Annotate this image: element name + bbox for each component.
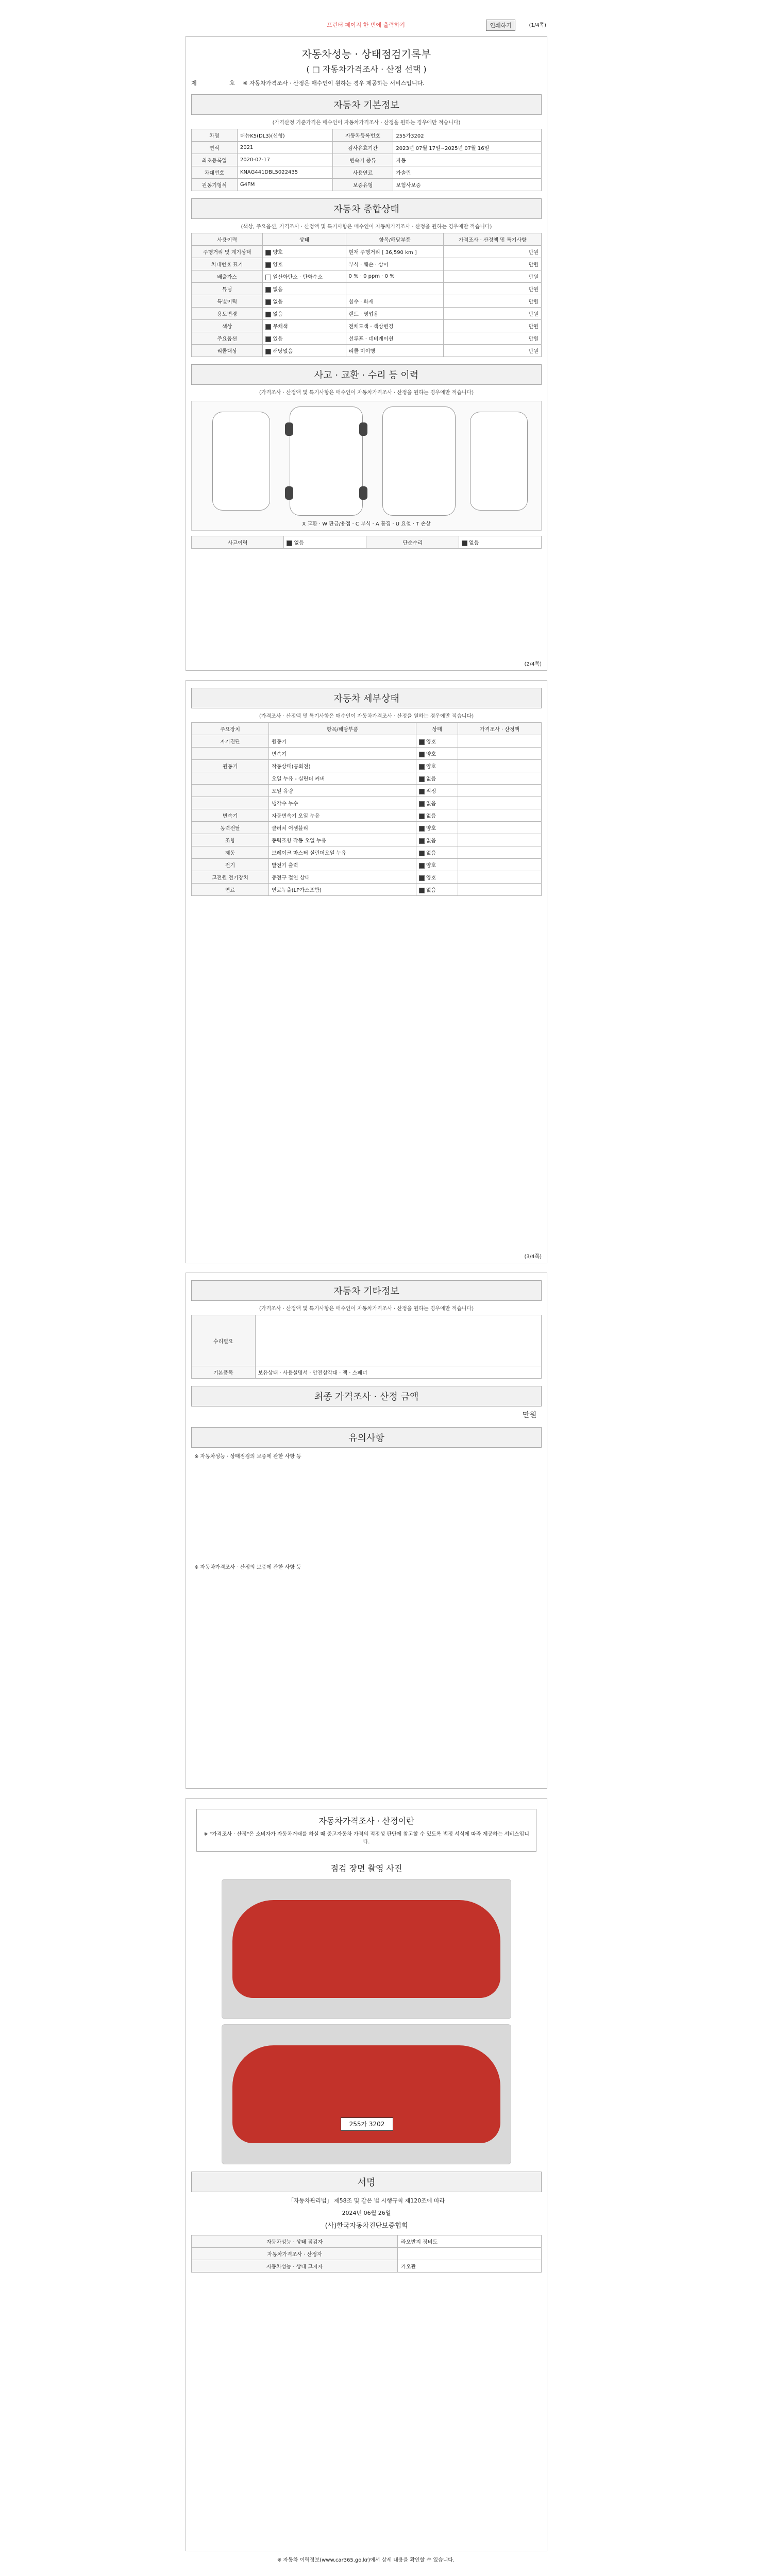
valuation-note-box (196, 1809, 536, 1852)
photos-header: 점검 장면 촬영 사진 (330, 1863, 402, 1873)
basic-label: 차명 (192, 129, 238, 142)
sign-value: 라오반지 정비도 (398, 2235, 542, 2248)
checkbox-checked[interactable] (462, 540, 467, 546)
table-row (192, 179, 542, 191)
condition-note-cell: 만원 (444, 283, 542, 295)
table-row (192, 871, 542, 884)
checkbox-checked[interactable] (419, 888, 425, 893)
detail-group (192, 785, 269, 797)
accident-note: (가격조사 · 산정액 및 특기사항은 매수인이 자동차가격조사 · 산정을 원하는 경우에만 적습니다) (259, 390, 474, 396)
col-header: 가격조사 · 산정액 (458, 723, 542, 735)
basic-value: 2020-07-17 (237, 154, 332, 166)
sign-label: 자동차성능 · 상태 고지자 (192, 2260, 398, 2273)
footer-note: ※ 자동차 이력정보(www.car365.go.kr)에서 상세 내용을 확인할 수 있습니다. (277, 2557, 455, 2563)
condition-item: 리콜대상 (192, 345, 263, 357)
table-row (192, 822, 542, 834)
checkbox-checked[interactable] (419, 789, 425, 794)
page-4 (186, 1798, 547, 2551)
table-row (192, 785, 542, 797)
col-header: 항목/해당부품 (346, 233, 444, 246)
detail-item: 작동상태(공회전) (269, 760, 416, 772)
basic-value: 자동 (393, 154, 542, 166)
detail-group: 고전원 전기장치 (192, 871, 269, 884)
basic-label: 변속기 종류 (332, 154, 393, 166)
final-price-value: 만원 (522, 1411, 536, 1419)
table-row (192, 2248, 542, 2260)
table-row (192, 166, 542, 179)
condition-header: 자동차 종합상태 (191, 198, 542, 219)
table-row (192, 246, 542, 258)
other-info-header: 자동차 기타정보 (191, 1280, 542, 1301)
table-row (192, 760, 542, 772)
accident-legend: X 교환 · W 판금/용접 · C 부식 · A 흠집 · U 요철 · T 손상 (302, 521, 431, 527)
checkbox-checked[interactable] (265, 349, 271, 354)
detail-item: 자동변속기 오일 누유 (269, 809, 416, 822)
col-header: 주요장치 (192, 723, 269, 735)
summary-label: 사고이력 (192, 536, 284, 549)
sign-header: 서명 (191, 2172, 542, 2192)
basic-label: 사용연료 (332, 166, 393, 179)
record-no-suffix: 호 (229, 80, 235, 87)
other-info-table (191, 1315, 542, 1379)
doc-title: 자동차성능 · 상태점검기록부 (301, 48, 431, 60)
record-no-line (191, 79, 542, 87)
condition-note: (색상, 주요옵션, 가격조사 · 산정액 및 특기사항은 매수인이 자동차가격조사 · 산정을 원하는 경우에만 적습니다) (241, 224, 492, 230)
basic-label: 최초등록일 (192, 154, 238, 166)
col-header: 항목/해당부품 (269, 723, 416, 735)
detail-group: 원동기 (192, 760, 269, 772)
detail-state: 양호 (426, 826, 436, 832)
car-left-side-diagram (212, 412, 270, 511)
checkbox-checked[interactable] (419, 863, 425, 869)
checkbox[interactable] (265, 275, 271, 280)
condition-note-cell: 만원 (444, 345, 542, 357)
checkbox-checked[interactable] (419, 764, 425, 770)
detail-item: 클러치 어셈블리 (269, 822, 416, 834)
detail-state: 없음 (426, 838, 436, 844)
detail-state: 양호 (426, 764, 436, 770)
detail-item: 동력조향 작동 오일 누유 (269, 834, 416, 846)
condition-detail (346, 283, 444, 295)
checkbox-checked[interactable] (419, 851, 425, 856)
condition-note-cell: 만원 (444, 258, 542, 270)
checkbox-checked[interactable] (287, 540, 292, 546)
summary-value: 없음 (294, 540, 304, 546)
basic-label: 차대번호 (192, 166, 238, 179)
top-toolbar (186, 15, 546, 36)
page-1 (186, 36, 547, 671)
basic-label: 보증유형 (332, 179, 393, 191)
detail-item: 연료누출(LP가스포함) (269, 884, 416, 896)
checkbox-checked[interactable] (265, 312, 271, 317)
table-row (192, 2235, 542, 2248)
wheel-icon (285, 486, 293, 500)
condition-detail: 리콜 미이행 (346, 345, 444, 357)
car-bottom-diagram (382, 406, 456, 516)
checkbox-checked[interactable] (419, 752, 425, 757)
sign-label: 자동차가격조사 · 산정자 (192, 2248, 398, 2260)
detail-group (192, 797, 269, 809)
basic-value: G4FM (237, 179, 332, 191)
caution-text-2: ※ 자동차가격조사 · 산정의 보증에 관한 사항 등 (194, 1565, 301, 1570)
wheel-icon (285, 422, 293, 436)
table-row (192, 270, 542, 283)
condition-note-cell: 만원 (444, 295, 542, 308)
condition-item: 주행거리 및 계기상태 (192, 246, 263, 258)
condition-detail: 0 % · 0 ppm · 0 % (346, 270, 444, 283)
checkbox-checked[interactable] (419, 826, 425, 832)
caution-body (194, 1453, 539, 1571)
sign-value (398, 2248, 542, 2260)
inspection-photo-front (222, 1879, 511, 2019)
other-info-note: (가격조사 · 산정액 및 특기사항은 매수인이 자동차가격조사 · 산정을 원하는 경우에만 적습니다) (259, 1306, 474, 1312)
table-row (192, 735, 542, 748)
checkbox-checked[interactable] (265, 287, 271, 293)
caution-text: ※ 자동차성능 · 상태점검의 보증에 관한 사항 등 (194, 1454, 301, 1460)
detail-item: 브레이크 마스터 실린더오일 누유 (269, 846, 416, 859)
sign-label: 자동차성능 · 상태 점검자 (192, 2235, 398, 2248)
condition-detail: 렌트 · 영업용 (346, 308, 444, 320)
basic-value: 2021 (237, 142, 332, 154)
accident-summary-table (191, 536, 542, 549)
table-row (192, 332, 542, 345)
license-plate: 255가 3202 (341, 2117, 393, 2131)
detail-state: 양호 (426, 875, 436, 881)
detail-state: 양호 (426, 752, 436, 757)
basic-value: 더뉴K5(DL3)(신형) (237, 129, 332, 142)
page-2 (186, 680, 547, 1263)
car-right-side-diagram (470, 412, 528, 511)
checkbox-checked[interactable] (419, 801, 425, 807)
condition-note-cell: 만원 (444, 308, 542, 320)
basic-items-value: 보유상태 · 사용설명서 · 안전삼각대 · 잭 · 스패너 (255, 1366, 541, 1379)
accident-header: 사고 · 교환 · 수리 등 이력 (191, 364, 542, 385)
basic-value: 가솔린 (393, 166, 542, 179)
condition-state: 일산화탄소 · 탄화수소 (273, 275, 323, 280)
table-row (192, 320, 542, 332)
checkbox-checked[interactable] (265, 336, 271, 342)
basic-label: 검사유효기간 (332, 142, 393, 154)
table-row (192, 308, 542, 320)
detail-state: 없음 (426, 888, 436, 893)
condition-note-cell: 만원 (444, 320, 542, 332)
basic-value: 보험사보증 (393, 179, 542, 191)
condition-item: 차대번호 표기 (192, 258, 263, 270)
sign-table (191, 2235, 542, 2273)
detail-group: 전기 (192, 859, 269, 871)
detail-group (192, 772, 269, 785)
condition-note-cell: 만원 (444, 332, 542, 345)
basic-value: KNAG441DBL5022435 (237, 166, 332, 179)
doc-subtitle: ( □ 자동차가격조사 · 산정 선택 ) (306, 64, 427, 74)
condition-note-cell: 만원 (444, 246, 542, 258)
table-row (192, 859, 542, 871)
col-header: 가격조사 · 산정액 및 특기사항 (444, 233, 542, 246)
table-header-row (192, 723, 542, 735)
detail-state: 없음 (426, 814, 436, 819)
basic-label: 자동차등록번호 (332, 129, 393, 142)
condition-detail: 침수 · 화재 (346, 295, 444, 308)
table-row (192, 846, 542, 859)
summary-value: 없음 (468, 540, 479, 546)
detail-item: 변속기 (269, 748, 416, 760)
condition-state: 양호 (273, 250, 283, 256)
condition-item: 용도변경 (192, 308, 263, 320)
condition-state: 해당없음 (273, 349, 293, 354)
detail-item: 발전기 출력 (269, 859, 416, 871)
record-no-label: 제 (191, 80, 197, 87)
condition-state: 없음 (273, 299, 283, 305)
table-header-row (192, 233, 542, 246)
table-row (192, 2260, 542, 2273)
condition-table (191, 233, 542, 357)
tires-label: 수리필요 (192, 1315, 256, 1366)
print-button[interactable]: 인쇄하기 (486, 20, 515, 31)
table-row (192, 283, 542, 295)
detail-group: 동력전달 (192, 822, 269, 834)
table-row (192, 1366, 542, 1379)
checkbox-checked[interactable] (265, 324, 271, 330)
table-row (192, 1315, 542, 1366)
condition-item: 주요옵션 (192, 332, 263, 345)
page-indicator: (3/4쪽) (524, 1254, 542, 1260)
detail-group: 연료 (192, 884, 269, 896)
sign-law: 「자동차관리법」 제58조 및 같은 법 시행규칙 제120조에 따라 (288, 2197, 445, 2204)
checkbox-checked[interactable] (265, 262, 271, 268)
condition-item: 색상 (192, 320, 263, 332)
detail-group (192, 748, 269, 760)
detail-item: 냉각수 누수 (269, 797, 416, 809)
detail-state: 적정 (426, 789, 436, 794)
basic-info-note: (가격산정 기준가격은 매수인이 자동차가격조사 · 산정을 원하는 경우에만 적습니다) (272, 120, 461, 126)
table-row (192, 129, 542, 142)
sign-value: 가오관 (398, 2260, 542, 2273)
basic-label: 연식 (192, 142, 238, 154)
detail-state: 양호 (426, 739, 436, 745)
table-row (192, 295, 542, 308)
checkbox-checked[interactable] (419, 875, 425, 881)
detail-header: 자동차 세부상태 (191, 688, 542, 708)
page-3 (186, 1273, 547, 1789)
checkbox-checked[interactable] (265, 250, 271, 256)
condition-state: 양호 (273, 262, 283, 268)
col-header: 상태 (263, 233, 346, 246)
page-indicator: (1/4쪽) (529, 23, 546, 28)
table-row (192, 536, 542, 549)
car-top-diagram (290, 406, 363, 516)
condition-item: 배출가스 (192, 270, 263, 283)
condition-item: 특별이력 (192, 295, 263, 308)
table-row (192, 345, 542, 357)
col-header: 상태 (416, 723, 458, 735)
condition-state: 무채색 (273, 324, 288, 330)
basic-value: 255가3202 (393, 129, 542, 142)
detail-state: 양호 (426, 863, 436, 869)
detail-item: 오일 유량 (269, 785, 416, 797)
final-price-header: 최종 가격조사 · 산정 금액 (191, 1386, 542, 1406)
condition-state: 없음 (273, 287, 283, 293)
table-row (192, 834, 542, 846)
sign-date: 2024년 06월 26일 (342, 2210, 391, 2216)
wheel-icon (359, 486, 367, 500)
detail-group: 조향 (192, 834, 269, 846)
table-row (192, 809, 542, 822)
basic-items-label: 기본품목 (192, 1366, 256, 1379)
inspection-photo-rear (222, 2024, 511, 2164)
condition-detail: 부식 · 훼손 · 상이 (346, 258, 444, 270)
checkbox-checked[interactable] (419, 814, 425, 819)
detail-group: 변속기 (192, 809, 269, 822)
detail-item: 오일 누유 - 실린더 커버 (269, 772, 416, 785)
table-row (192, 797, 542, 809)
checkbox-checked[interactable] (265, 299, 271, 305)
detail-state: 없음 (426, 851, 436, 856)
table-row (192, 748, 542, 760)
condition-state: 없음 (273, 312, 283, 317)
wheel-icon (359, 422, 367, 436)
detail-item: 원동기 (269, 735, 416, 748)
table-row (192, 258, 542, 270)
car-diagram (191, 401, 542, 531)
detail-group: 제동 (192, 846, 269, 859)
checkbox-checked[interactable] (419, 838, 425, 844)
table-row (192, 772, 542, 785)
table-row (192, 142, 542, 154)
detail-table (191, 722, 542, 896)
col-header: 사용이력 (192, 233, 263, 246)
checkbox-checked[interactable] (419, 739, 425, 745)
detail-item: 충전구 절연 상태 (269, 871, 416, 884)
detail-state: 없음 (426, 776, 436, 782)
detail-note: (가격조사 · 산정액 및 특기사항은 매수인이 자동차가격조사 · 산정을 원하는 경우에만 적습니다) (259, 714, 474, 719)
basic-info-table (191, 129, 542, 191)
caution-header: 유의사항 (191, 1427, 542, 1448)
page-indicator: (2/4쪽) (524, 662, 542, 667)
detail-group: 자기진단 (192, 735, 269, 748)
condition-detail: 전체도색 · 색상변경 (346, 320, 444, 332)
condition-detail: 선루프 · 네비게이션 (346, 332, 444, 345)
print-notice: 프린터 페이지 한 번에 출력하기 (326, 22, 406, 28)
sign-org: (사)한국자동차진단보증협회 (325, 2222, 408, 2230)
basic-label: 원동기형식 (192, 179, 238, 191)
basic-value: 2023년 07월 17일~2025년 07월 16일 (393, 142, 542, 154)
condition-note-cell: 만원 (444, 270, 542, 283)
table-row (192, 884, 542, 896)
basic-info-header: 자동차 기본정보 (191, 94, 542, 115)
condition-item: 튜닝 (192, 283, 263, 295)
table-row (192, 154, 542, 166)
record-notice: ※ 자동차가격조사 · 산정은 매수인이 원하는 경우 제공하는 서비스입니다. (243, 80, 425, 87)
condition-state: 있음 (273, 336, 283, 342)
valuation-note-title: 자동차가격조사 · 산정이란 (318, 1816, 414, 1826)
condition-detail: 현재 주행거리 [ 36,590 km ] (346, 246, 444, 258)
detail-state: 없음 (426, 801, 436, 807)
summary-label: 단순수리 (366, 536, 459, 549)
checkbox-checked[interactable] (419, 776, 425, 782)
car-photo-icon (232, 1900, 500, 1998)
valuation-note-body: ※ "가격조사 · 산정"은 소비자가 자동차거래를 하실 때 중고자동차 가격의 적정성 판단에 참고할 수 있도록 법정 서식에 따라 제공하는 서비스입니다. (204, 1832, 529, 1845)
